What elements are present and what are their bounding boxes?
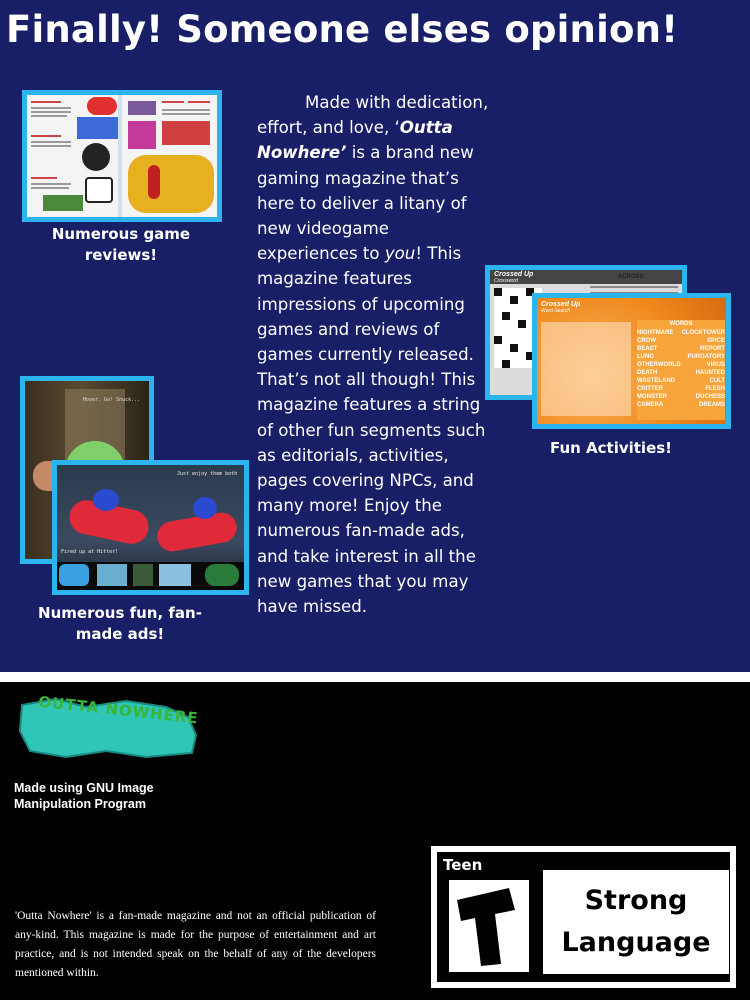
word-entry: PURGATORY	[687, 354, 725, 360]
logo-text: OUTTA NOWHERE	[37, 692, 200, 728]
rating-category: Teen	[443, 856, 483, 874]
reviews-caption: Numerous game reviews!	[51, 225, 191, 264]
ad-image-front	[52, 460, 249, 595]
intro-paragraph	[257, 90, 489, 619]
word-list	[637, 320, 725, 420]
section-divider	[0, 672, 750, 682]
teen-t-icon	[449, 880, 529, 972]
word-entry: DUCHESS	[695, 394, 725, 400]
word-entry: SPICE	[706, 338, 725, 344]
esrb-rating-box	[431, 846, 736, 988]
intro-emphasis: you	[384, 244, 416, 264]
descriptor-line-1: Strong	[584, 885, 688, 916]
word-row	[637, 353, 725, 361]
word-entry: BEAST	[637, 346, 658, 352]
word-row	[637, 369, 725, 377]
intro-part-2: is a brand new gaming magazine that’s here to deliver a litany of new videogame experiences to	[257, 143, 474, 264]
activities-caption: Fun Activities!	[549, 439, 673, 457]
word-entry: REPORT	[699, 346, 725, 352]
word-entry: CRITTER	[637, 386, 663, 392]
word-entry: WASTELAND	[637, 378, 675, 384]
word-row	[637, 337, 725, 345]
word-entry: OTHERWORLD	[637, 362, 681, 368]
word-search-title: Crossed Up	[541, 301, 581, 308]
word-entry: FLESH	[705, 386, 725, 392]
word-search-image	[532, 293, 731, 429]
word-entry: CROW	[637, 338, 656, 344]
intro-part-3: ! This magazine features impressions of upcoming games and reviews of games currently released. That’s not all though! This magazine features a string of other fun segments such as editorials, activities, pages covering NPCs, and many more! Enjoy the numerous fan-made ads, and take interest in all the new games that you may have missed.	[257, 244, 486, 617]
outta-nowhere-logo	[16, 692, 202, 761]
magazine-title: Outta Nowhere’	[257, 118, 453, 163]
word-entry: DREAMS	[698, 402, 725, 408]
word-row	[637, 377, 725, 385]
words-label: WORDS	[669, 321, 693, 327]
ad-bottom-text: Fired up at Hitter!	[61, 549, 119, 555]
descriptor-line-2: Language	[561, 927, 711, 958]
word-search-subtitle: Word Search	[541, 308, 571, 314]
crossword-subtitle: Crossword	[494, 278, 518, 284]
intro-part-1: Made with dedication, effort, and love, ‘	[257, 93, 489, 138]
word-entry: CLOCKTOWER	[681, 330, 725, 336]
reviews-spread-image	[22, 90, 222, 222]
word-entry: CULT	[709, 378, 725, 384]
word-row	[637, 385, 725, 393]
word-row	[637, 345, 725, 353]
made-using-note: Made using GNU Image Manipulation Program	[14, 781, 154, 811]
word-entry: MONSTER	[637, 394, 667, 400]
word-row	[637, 329, 725, 337]
word-entry: DEATH	[637, 370, 658, 376]
across-label: ACROSS	[618, 274, 644, 280]
word-row	[637, 393, 725, 401]
crossword-title: Crossed Up	[494, 271, 534, 278]
ad-back-text: Hover. Go! Snuck...	[83, 397, 141, 403]
headline: Finally! Someone elses opinion!	[6, 8, 679, 51]
word-entry: HAUNTED	[695, 370, 725, 376]
ads-caption: Numerous fun, fan-made ads!	[38, 604, 202, 643]
word-entry: NIGHTMARE	[637, 330, 674, 336]
content-descriptor	[543, 870, 729, 974]
word-row	[637, 401, 725, 409]
ad-front-text: Just enjoy them both	[177, 471, 238, 477]
word-entry: CAMERA	[637, 402, 664, 408]
disclaimer: 'Outta Nowhere' is a fan-made magazine and not an official publication of any-kind. This magazine is made for the purpose of entertainment and art practice, and is not intended speak on the behalf of any of the developers mentioned within.	[15, 910, 376, 979]
word-entry: VIRUS	[706, 362, 725, 368]
word-row	[637, 361, 725, 369]
word-entry: LUNG	[637, 354, 654, 360]
